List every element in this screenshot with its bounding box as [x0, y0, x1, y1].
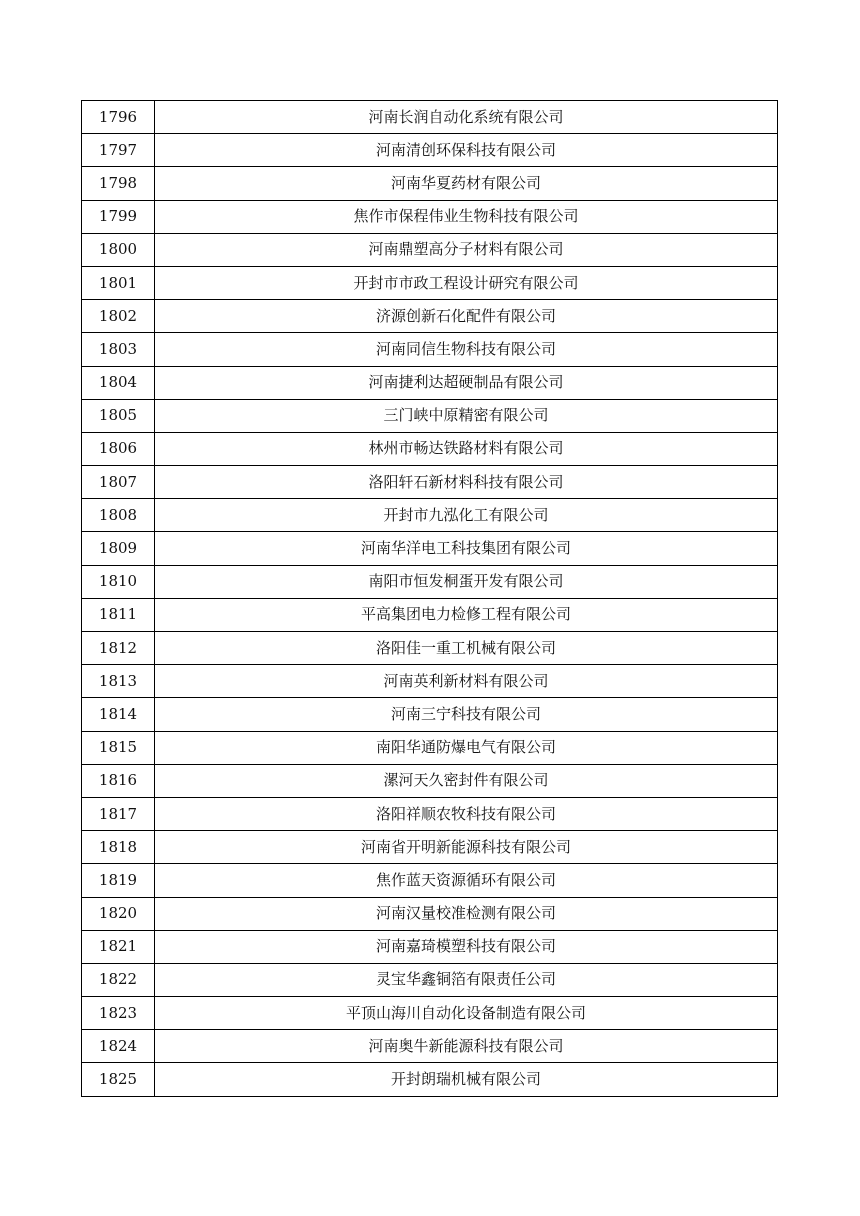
table-row	[82, 134, 778, 167]
row-number-cell: 1824	[82, 1030, 155, 1063]
table-row	[82, 101, 778, 134]
table-row	[82, 1030, 778, 1063]
table-row	[82, 200, 778, 233]
company-name-cell: 漯河天久密封件有限公司	[155, 764, 778, 797]
company-name-cell: 河南华夏药材有限公司	[155, 167, 778, 200]
company-name-cell: 开封市九泓化工有限公司	[155, 499, 778, 532]
company-name-cell: 开封朗瑞机械有限公司	[155, 1063, 778, 1096]
row-number-cell: 1811	[82, 598, 155, 631]
row-number-cell: 1799	[82, 200, 155, 233]
table-row	[82, 864, 778, 897]
company-name-cell: 洛阳祥顺农牧科技有限公司	[155, 797, 778, 830]
company-name-cell: 河南汉量校准检测有限公司	[155, 897, 778, 930]
table-row	[82, 731, 778, 764]
company-name-cell: 焦作市保程伟业生物科技有限公司	[155, 200, 778, 233]
company-name-cell: 河南嘉琦模塑科技有限公司	[155, 930, 778, 963]
table-row	[82, 665, 778, 698]
company-name-cell: 焦作蓝天资源循环有限公司	[155, 864, 778, 897]
table-row	[82, 266, 778, 299]
row-number-cell: 1808	[82, 499, 155, 532]
company-name-cell: 河南奥牛新能源科技有限公司	[155, 1030, 778, 1063]
row-number-cell: 1818	[82, 831, 155, 864]
table-row	[82, 831, 778, 864]
table-row	[82, 797, 778, 830]
row-number-cell: 1806	[82, 432, 155, 465]
table-row	[82, 997, 778, 1030]
row-number-cell: 1804	[82, 366, 155, 399]
table-row	[82, 897, 778, 930]
company-name-cell: 河南同信生物科技有限公司	[155, 333, 778, 366]
row-number-cell: 1820	[82, 897, 155, 930]
row-number-cell: 1796	[82, 101, 155, 134]
table-row	[82, 333, 778, 366]
row-number-cell: 1801	[82, 266, 155, 299]
table-row	[82, 167, 778, 200]
row-number-cell: 1821	[82, 930, 155, 963]
company-name-cell: 河南英利新材料有限公司	[155, 665, 778, 698]
company-name-cell: 河南三宁科技有限公司	[155, 698, 778, 731]
row-number-cell: 1805	[82, 399, 155, 432]
table-row	[82, 1063, 778, 1096]
table-row	[82, 466, 778, 499]
row-number-cell: 1798	[82, 167, 155, 200]
company-name-cell: 三门峡中原精密有限公司	[155, 399, 778, 432]
row-number-cell: 1823	[82, 997, 155, 1030]
company-name-cell: 河南华洋电工科技集团有限公司	[155, 532, 778, 565]
row-number-cell: 1800	[82, 233, 155, 266]
company-name-cell: 南阳华通防爆电气有限公司	[155, 731, 778, 764]
company-name-cell: 洛阳轩石新材料科技有限公司	[155, 466, 778, 499]
row-number-cell: 1813	[82, 665, 155, 698]
table-row	[82, 432, 778, 465]
company-name-cell: 平高集团电力检修工程有限公司	[155, 598, 778, 631]
company-list-table	[81, 100, 778, 1097]
company-name-cell: 河南清创环保科技有限公司	[155, 134, 778, 167]
row-number-cell: 1822	[82, 963, 155, 996]
row-number-cell: 1825	[82, 1063, 155, 1096]
company-name-cell: 河南长润自动化系统有限公司	[155, 101, 778, 134]
row-number-cell: 1802	[82, 300, 155, 333]
row-number-cell: 1803	[82, 333, 155, 366]
table-row	[82, 963, 778, 996]
table-row	[82, 399, 778, 432]
company-name-cell: 林州市畅达铁路材料有限公司	[155, 432, 778, 465]
table-row	[82, 598, 778, 631]
row-number-cell: 1812	[82, 632, 155, 665]
company-name-cell: 南阳市恒发桐蛋开发有限公司	[155, 565, 778, 598]
table-row	[82, 698, 778, 731]
row-number-cell: 1810	[82, 565, 155, 598]
table-body	[82, 101, 778, 1097]
row-number-cell: 1807	[82, 466, 155, 499]
company-name-cell: 河南鼎塑高分子材料有限公司	[155, 233, 778, 266]
row-number-cell: 1819	[82, 864, 155, 897]
table-row	[82, 930, 778, 963]
row-number-cell: 1815	[82, 731, 155, 764]
row-number-cell: 1817	[82, 797, 155, 830]
table-row	[82, 532, 778, 565]
table-row	[82, 764, 778, 797]
table-row	[82, 565, 778, 598]
table-row	[82, 632, 778, 665]
table-row	[82, 499, 778, 532]
company-name-cell: 开封市市政工程设计研究有限公司	[155, 266, 778, 299]
table-row	[82, 366, 778, 399]
table-row	[82, 300, 778, 333]
row-number-cell: 1814	[82, 698, 155, 731]
table-row	[82, 233, 778, 266]
row-number-cell: 1816	[82, 764, 155, 797]
row-number-cell: 1809	[82, 532, 155, 565]
company-name-cell: 平顶山海川自动化设备制造有限公司	[155, 997, 778, 1030]
company-name-cell: 河南捷利达超硬制品有限公司	[155, 366, 778, 399]
company-name-cell: 河南省开明新能源科技有限公司	[155, 831, 778, 864]
company-name-cell: 济源创新石化配件有限公司	[155, 300, 778, 333]
row-number-cell: 1797	[82, 134, 155, 167]
company-name-cell: 洛阳佳一重工机械有限公司	[155, 632, 778, 665]
company-name-cell: 灵宝华鑫铜箔有限责任公司	[155, 963, 778, 996]
